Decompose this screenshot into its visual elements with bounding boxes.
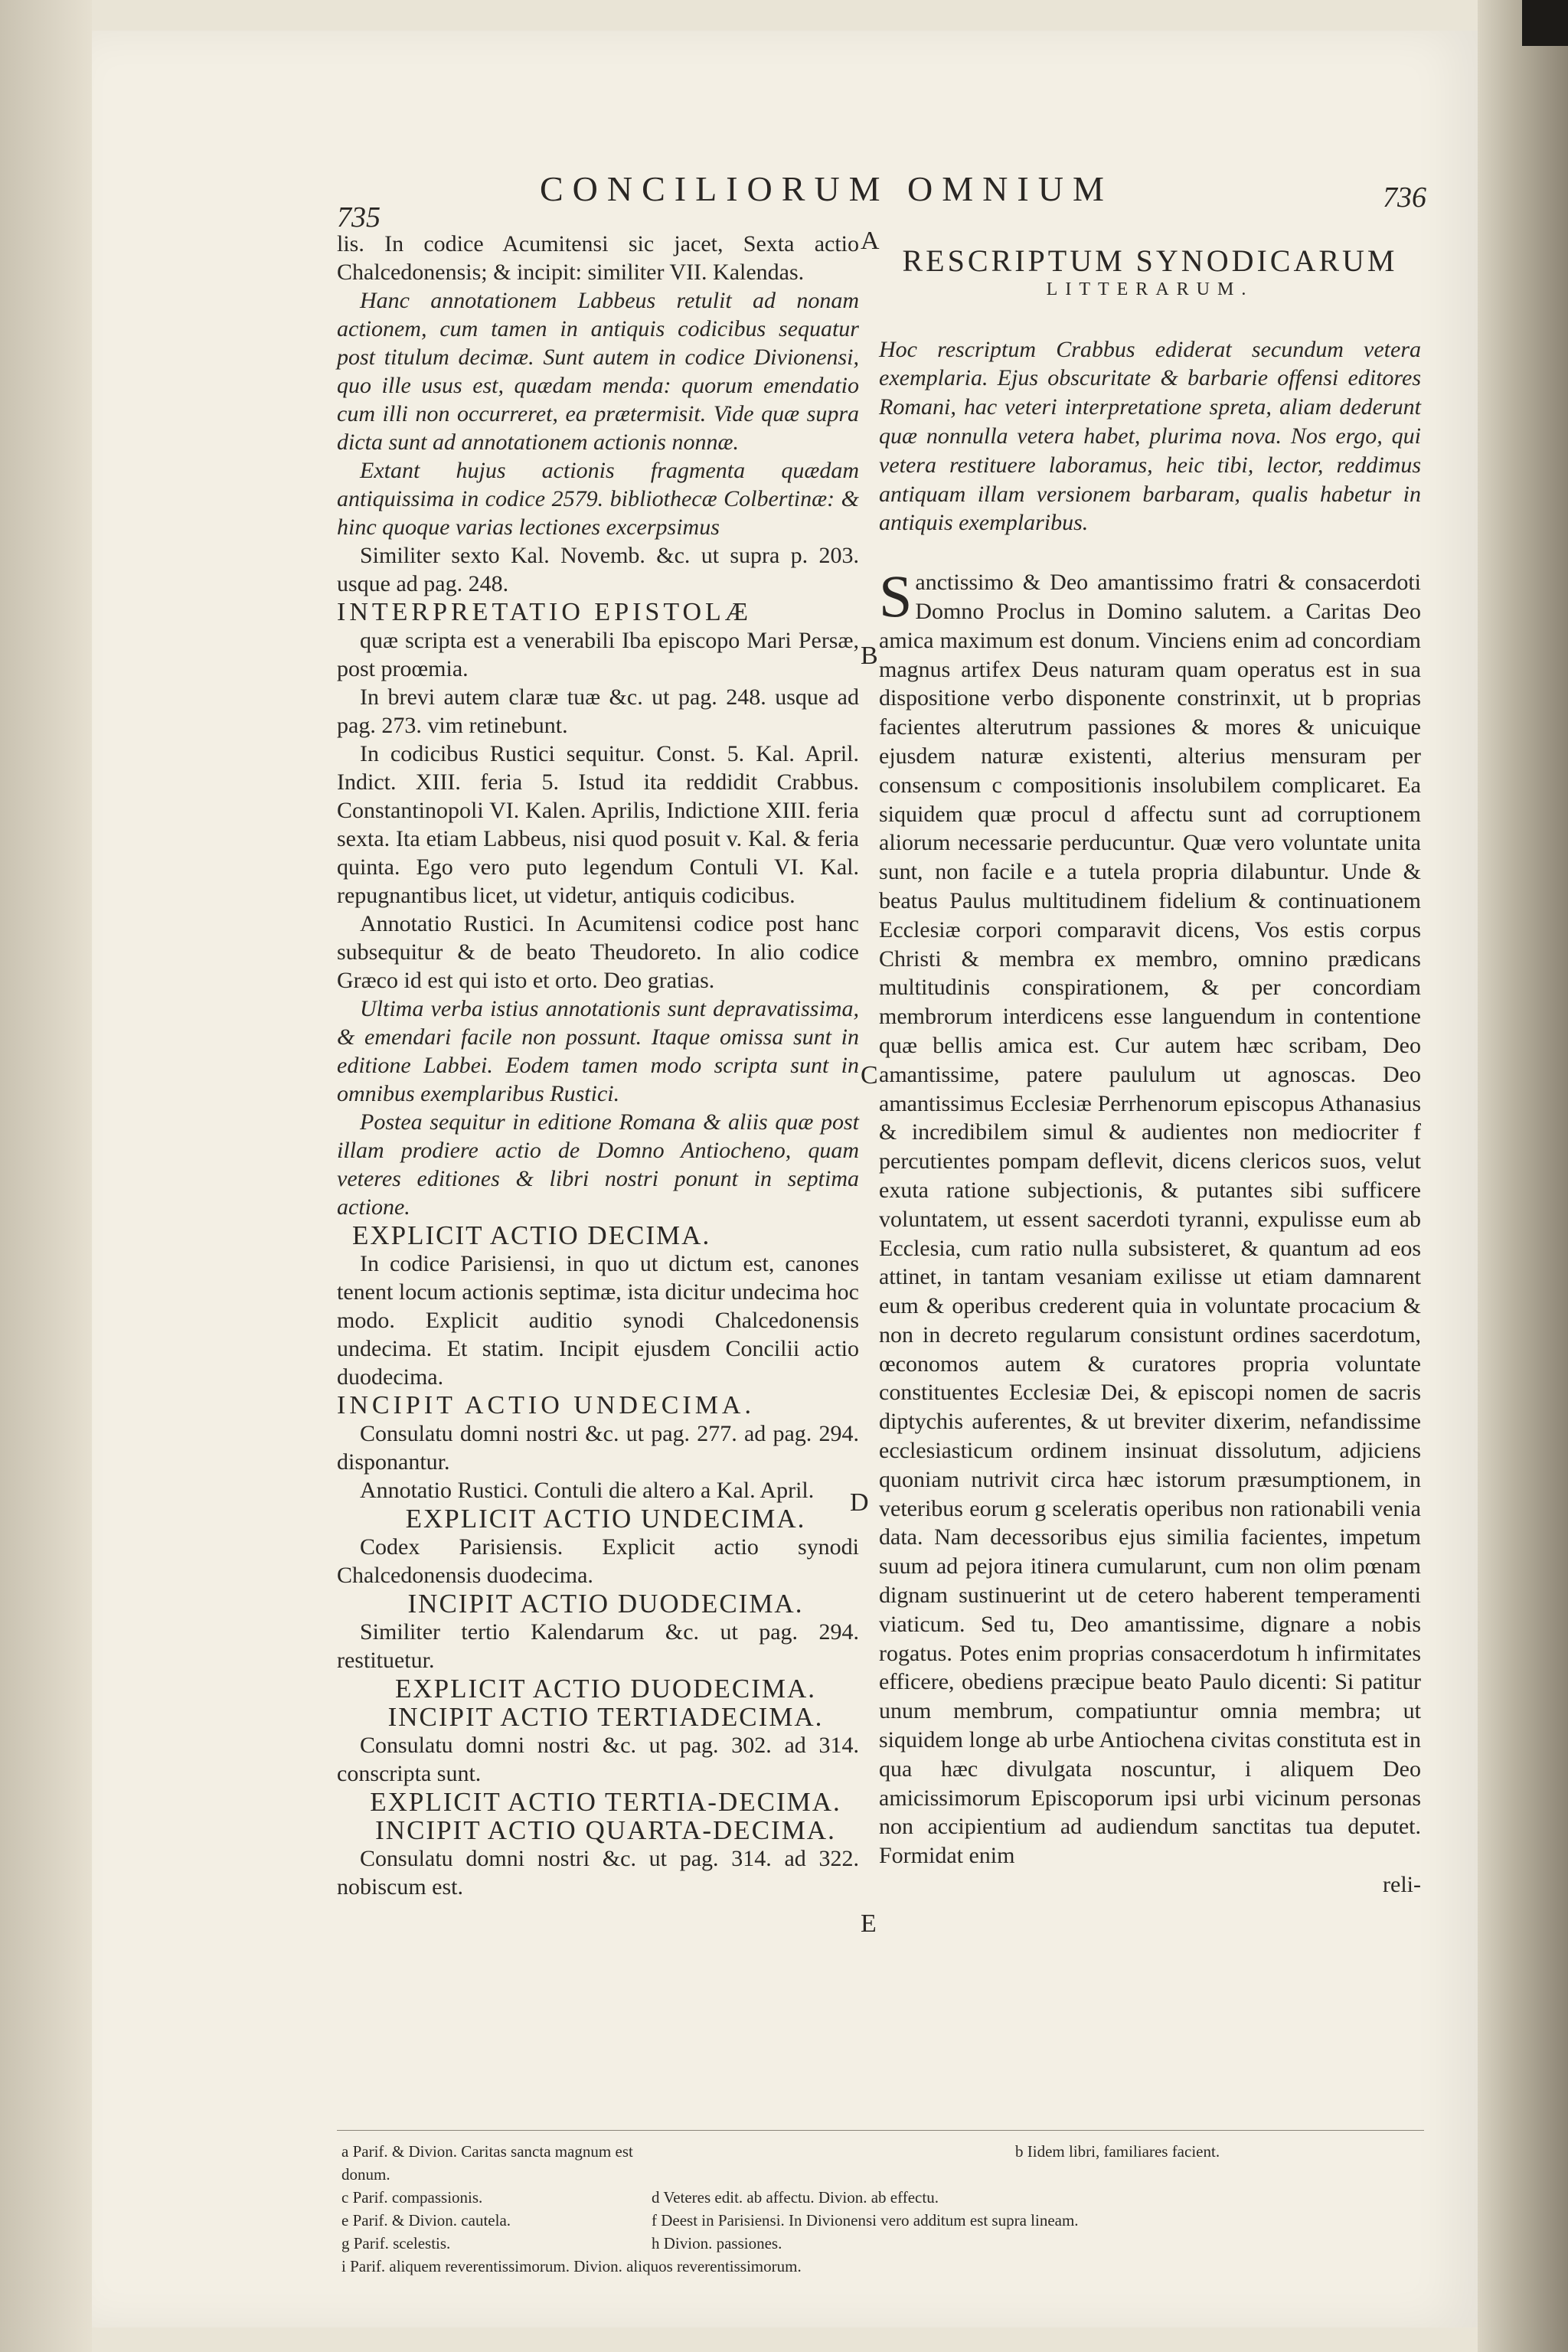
right-column [879,230,1421,1900]
margin-letter-d: D [850,1488,869,1517]
left-paragraph: In codice Parisiensi, in quo ut dictum est, canones tenent locum actionis septimæ, ista dicitur undecima hoc modo. Explicit auditio synodi Chalcedonensis undecima. Et statim. Incipit ejusdem Concilii actio duodecima. [337,1251,859,1390]
section-heading: INCIPIT ACTIO DUODECIMA. [407,1589,804,1619]
page-edge-right [1478,0,1568,2352]
footnote-rule [337,2130,1424,2131]
running-title: CONCILIORUM OMNIUM [540,169,1113,208]
margin-letter-a: A [861,227,880,255]
left-paragraph: quæ scripta est a venerabili Iba episcopo Mari Persæ, post proœmia. [337,628,859,681]
footnote: h Divion. passiones. [652,2234,782,2252]
left-paragraph: Consulatu domni nostri &c. ut pag. 277. ad pag. 294. disponantur. [337,1421,859,1475]
rescript-body-text: anctissimo & Deo amantissimo fratri & consacerdoti Domno Proclus in Domino salutem. a Caritas Deo amica maximum est donum. Vinciens enim ad concordiam magnus artifex Deus naturam quam operatus est in sua dispositione verbo disponente constrinxit, ut b proprias facientes alterutrum passiones & mores & unicuique ejusdem naturæ existenti, alterius mensuram per consensum c compositionis insolubilem complicaret. Ea siquidem quæ procul d affectu sunt ad corruptionem aliorum necessarie perducuntur. Quæ vero voluntate unita sunt, non facile e a tutela propria dilabuntur. Unde & beatus Paulus multitudinem fidelium & continuationem Ecclesiæ corpori comparavit dicens, Vos estis corpus Christi & membra ex membro, omnino prædicans multitudinis conspirationem, & per concordiam membrorum interdicens esse languendum in contentione quæ bellis amica est. Cur autem hæc scribam, Deo amantissime, patere paululum ut agnoscas. Deo amantissimus Ecclesiæ Perrhenorum episcopus Athanasius & incredibilem simul & audientes non mediocriter f percutientes pompam deflevit, dicens clericos suos, velut exuta ratione subjectionis, & putantes sibi sufficere voluntatem, ut essent sacerdoti tyranni, expulisse eum ab Ecclesia, cum ratio nulla subsisteret, & quantum ad eos attinet, in tantam vesaniam exilisse ut etiam damnarent eum & operibus crederent quia in voluntate procacium & non in decreto regularum consistunt ordines sacerdotum, œconomos autem & curatores propria voluntate constituentes Ecclesiæ Dei, & episcopi nomen de sacris diptychis auferentes, & ut breviter dixerim, nefandissime ecclesiasticum ordinem insinuat dissolutum, adjiciens quoniam nutrivit circa hæc istorum præsumptionem, in veteribus eorum g sceleratis operibus non rationabili venia data. Nam decessoribus ejus similia facientes, impetum suum ad pejora itinera cumularunt, cum non olim pœnam dignam sustinuerint ut de cetero haberent temperamenti viaticum. Sed tu, Deo amantissime, dignare a nobis rogatus. Potes enim proprias consacerdotum h infirmitates efficere, obediens præcipue beato Paulo dicenti: Si patitur unum membrum, compatiuntur omnia membra; ut siquidem longe ab urbe Antiochena civitas constituta est in qua hæc divulgata noscuntur, i aliquem Deo amicissimorum Episcoporum ipsi urbi vicinum personas non accipientium ad audiendum sanctitas tua deputet. Formidat enim [879,570,1421,1869]
left-paragraph: In brevi autem claræ tuæ &c. ut pag. 248. usque ad pag. 273. vim retinebunt. [337,684,859,738]
section-heading: EXPLICIT ACTIO DUODECIMA. [394,1674,817,1704]
footnote: g Parif. scelestis. [341,2234,451,2252]
section-heading: INCIPIT ACTIO TERTIADECIMA. [387,1702,824,1732]
rescript-subtitle: LITTERARUM. [1046,279,1254,299]
footnote [1015,2186,1429,2209]
left-paragraph: Similiter sexto Kal. Novemb. &c. ut supra p. 203. usque ad pag. 248. [337,543,859,596]
footnote: e Parif. & Divion. cautela. [341,2211,511,2230]
page-number-left: 735 [337,201,381,234]
margin-letter-e: E [861,1909,877,1938]
page-number-right: 736 [1383,181,1426,214]
catchword: reli- [1383,1872,1421,1898]
footnote-row [341,2255,1429,2278]
footnotes [341,2140,1429,2278]
footnote-row [341,2186,1429,2209]
left-paragraph: Annotatio Rustici. Contuli die altero a Kal. April. [360,1478,815,1503]
left-paragraph: In codicibus Rustici sequitur. Const. 5. Kal. April. Indict. XIII. feria 5. Istud ita reddidit Crabbus. Constantinopoli VI. Kalen. Aprilis, Indictione XIII. feria sexta. Ita etiam Labbeus, nisi quod posuit v. Kal. & feria quinta. Ego vero puto legendum Contuli VI. Kal. repugnantibus licet, ut videtur, antiquis codicibus. [337,741,859,908]
left-paragraph: Consulatu domni nostri &c. ut pag. 302. ad 314. conscripta sunt. [337,1733,859,1786]
rescript-body [879,563,1421,1870]
footnote: i Parif. aliquem reverentissimorum. Divion. aliquos reverentissimorum. [341,2257,802,2275]
footnote: b Iidem libri, familiares facient. [1015,2142,1220,2161]
left-paragraph: Annotatio Rustici. In Acumitensi codice post hanc subsequitur & de beato Theudoreto. In alio codice Græco id est qui isto et orto. Deo gratias. [337,911,859,993]
footnote-row [341,2209,1429,2232]
page-gutter-left [0,0,92,2352]
rescript-title: RESCRIPTUM SYNODICARUM [902,243,1398,278]
footnote: d Veteres edit. ab affectu. Divion. ab effectu. [652,2188,939,2207]
section-heading: EXPLICIT ACTIO DECIMA. [352,1220,711,1250]
left-paragraph: Extant hujus actionis fragmenta quædam antiquissima in codice 2579. bibliothecæ Colbertinæ: & hinc quoque varias lectiones excerpsimus [337,458,859,540]
rescript-intro: Hoc rescriptum Crabbus ediderat secundum vetera exemplaria. Ejus obscuritate & barbarie offensi editores Romani, hac veteri interpretatione spreta, aliam dederunt quæ nonnulla vetera habet, plurima nova. Nos ergo, qui vetera restituere laboramus, heic tibi, lector, reddimus antiquam illam versionem barbaram, qualis habetur in antiquis exemplaribus. [879,336,1421,536]
footnote [652,2140,1015,2186]
margin-letter-c: C [861,1061,878,1089]
footnote: f Deest in Parisiensi. In Divionensi vero additum est supra lineam. [652,2211,1079,2230]
drop-cap: S [879,563,913,630]
footnote: c Parif. compassionis. [341,2188,483,2207]
section-heading: INCIPIT ACTIO QUARTA-DECIMA. [375,1815,836,1845]
left-column [337,230,859,1901]
left-paragraph: Ultima verba istius annotationis sunt depravatissima, & emendari facile non possunt. Itaque omissa sunt in editione Labbei. Eodem tamen modo scripta sunt in omnibus exemplaribus Rustici. [337,996,859,1106]
section-heading: EXPLICIT ACTIO UNDECIMA. [405,1504,806,1534]
left-paragraph: Similiter tertio Kalendarum &c. ut pag. 294. restituetur. [337,1619,859,1673]
left-paragraph: Codex Parisiensis. Explicit actio synodi Chalcedonensis duodecima. [337,1534,859,1588]
left-paragraph: Consulatu domni nostri &c. ut pag. 314. ad 322. nobiscum est. [337,1846,859,1900]
left-paragraph: Hanc annotationem Labbeus retulit ad nonam actionem, cum tamen in antiquis codicibus sequatur post titulum decimæ. Sunt autem in codice Divionensi, quo ille usus est, quædam menda: quorum emendatio cum illi non occurreret, ea prætermisit. Vide quæ supra dicta sunt ad annotationem actionis nonnæ. [337,288,859,455]
left-paragraph: Postea sequitur in editione Romana & aliis quæ post illam prodiere actio de Domno Antiocheno, quam veteres editiones & libri nostri ponunt in septima actione. [337,1109,859,1220]
footnote: a Parif. & Divion. Caritas sancta magnum est donum. [341,2142,633,2184]
margin-letter-b: B [861,642,878,670]
footnote-row [341,2140,1429,2186]
footnote-row [341,2232,1429,2255]
corner-shadow [1522,0,1568,46]
section-heading: EXPLICIT ACTIO TERTIA-DECIMA. [370,1787,841,1817]
left-paragraph: lis. In codice Acumitensi sic jacet, Sexta actio Chalcedonensis; & incipit: similiter VII. Kalendas. [337,231,859,285]
section-heading: INCIPIT ACTIO UNDECIMA. [337,1391,755,1419]
section-heading: INTERPRETATIO EPISTOLÆ [337,598,753,626]
